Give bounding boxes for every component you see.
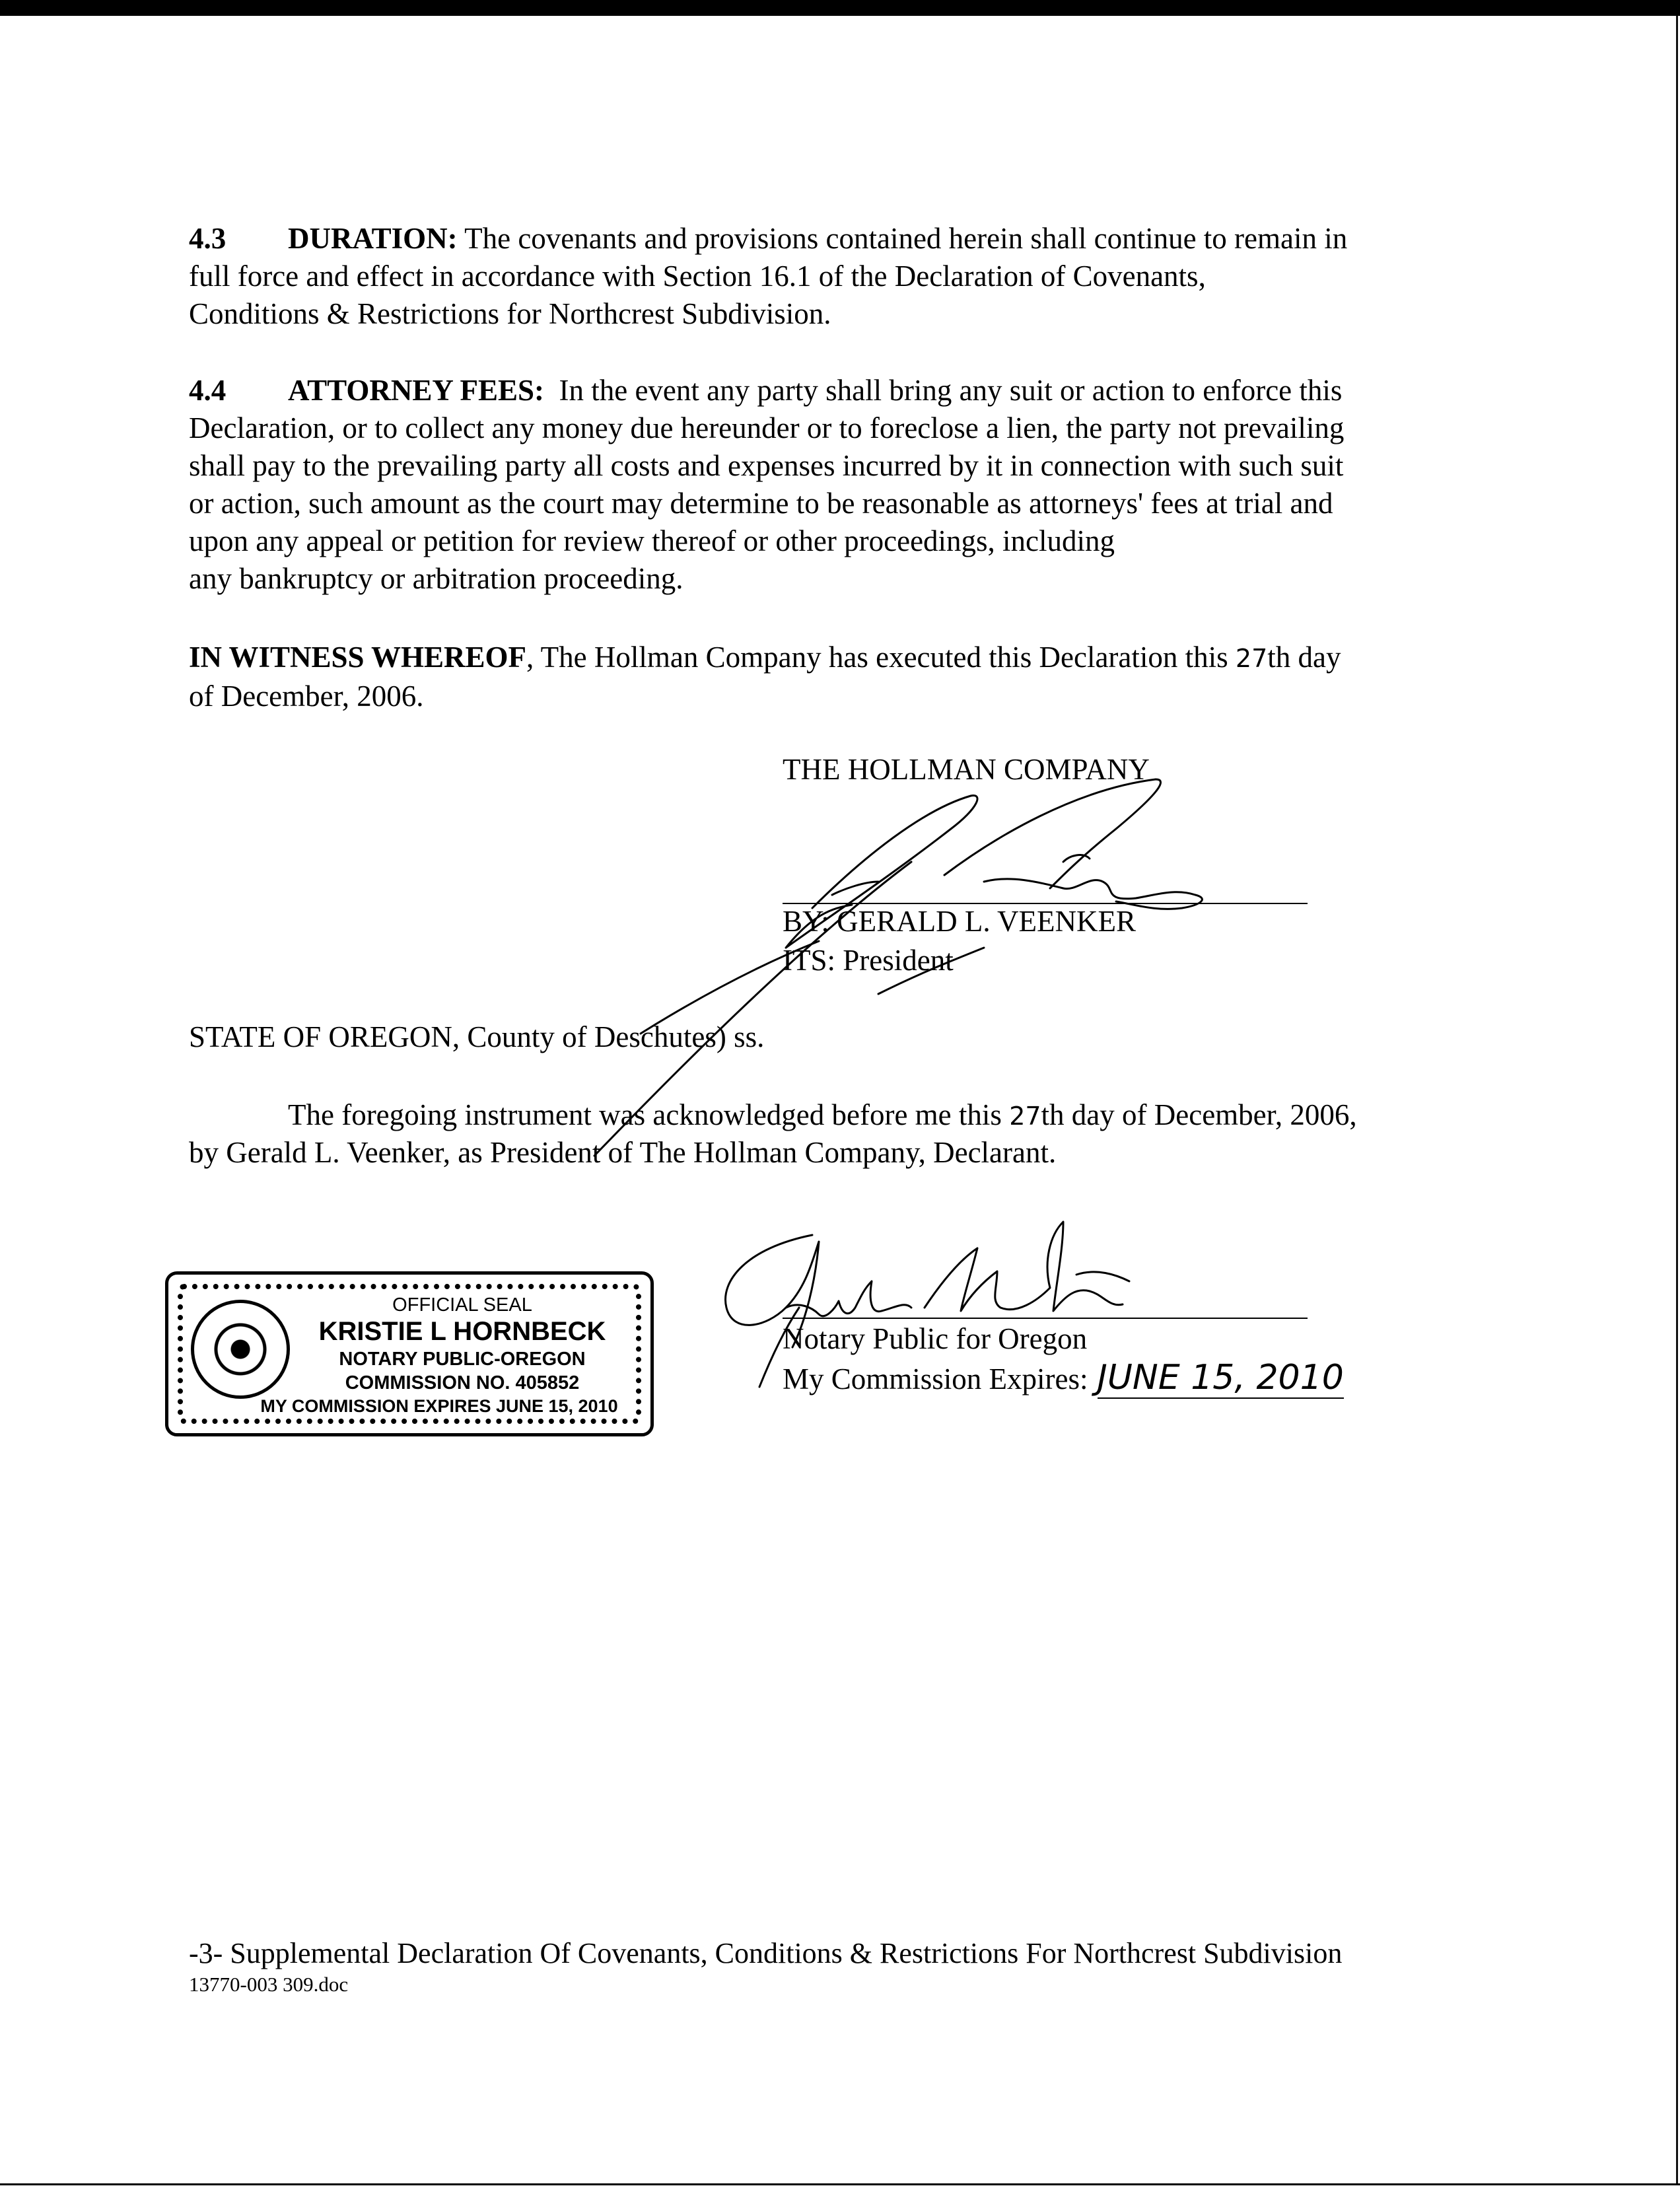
section-4-4-line-1 (189, 372, 1510, 409)
venue-line: STATE OF OREGON, County of Deschutes) ss. (189, 1020, 765, 1053)
seal-notary-name: KRISTIE L HORNBECK (318, 1317, 606, 1346)
acknowledgment-day-handwritten: 27 (1009, 1102, 1041, 1131)
section-4-4-line-6: any bankruptcy or arbitration proceeding. (189, 562, 683, 595)
section-number: 4.3 (189, 222, 227, 255)
commission-date-handwritten: JUNE 15, 2010 (1097, 1358, 1344, 1397)
witness-line-2: of December, 2006. (189, 680, 424, 713)
section-4-3 (189, 220, 1510, 333)
witness-day-suffix: th day (1267, 641, 1341, 674)
official-seal (165, 1271, 654, 1436)
acknowledgment-line-2: by Gerald L. Veenker, as President of The Hollman Company, Declarant. (189, 1136, 1057, 1169)
section-text: In the event any party shall bring any suit or action to enforce this (559, 374, 1343, 407)
section-4-4-line-2: Declaration, or to collect any money due hereunder or to foreclose a lien, the party not prevailing (189, 411, 1345, 444)
acknowledgment-suffix: th day of December, 2006, (1041, 1098, 1357, 1131)
section-4-3-line-3: Conditions & Restrictions for Northcrest Subdivision. (189, 297, 831, 330)
witness-lead: IN WITNESS WHEREOF (189, 641, 526, 674)
seal-commission-expiry: MY COMMISSION EXPIRES JUNE 15, 2010 (260, 1396, 618, 1416)
section-4-3-line-2: full force and effect in accordance with Section 16.1 of the Declaration of Covenants, (189, 260, 1206, 293)
oregon-state-seal-icon (191, 1300, 290, 1399)
company-name: THE HOLLMAN COMPANY (783, 753, 1150, 786)
section-4-4-line-4: or action, such amount as the court may determine to be reasonable as attorneys' fees at trial and (189, 487, 1333, 520)
section-4-3-line-1 (189, 220, 1510, 258)
section-heading: ATTORNEY FEES: (288, 374, 544, 407)
page-footer: -3- Supplemental Declaration Of Covenants, Conditions & Restrictions For Northcrest Subdivision (189, 1937, 1343, 1969)
commission-label: My Commission Expires: (783, 1362, 1088, 1395)
acknowledgment-line-1 (288, 1096, 1357, 1135)
scan-top-border (0, 0, 1680, 16)
section-text: The covenants and provisions contained herein shall continue to remain in (464, 222, 1348, 255)
witness-day-handwritten: 27 (1235, 644, 1268, 673)
seal-heading: OFFICIAL SEAL (392, 1294, 532, 1316)
section-heading: DURATION: (288, 222, 458, 255)
seal-notary-title: NOTARY PUBLIC-OREGON (339, 1349, 586, 1370)
scan-bottom-border (0, 2183, 1680, 2185)
section-number: 4.4 (189, 374, 227, 407)
witness-line-1 (189, 639, 1510, 678)
section-4-4 (189, 372, 1510, 598)
document-id: 13770-003 309.doc (189, 1973, 349, 1996)
section-4-4-line-3: shall pay to the prevailing party all costs and expenses incurred by it in connection with such suit (189, 449, 1344, 482)
scan-right-border (1676, 16, 1678, 2185)
signer-title: ITS: President (783, 944, 954, 977)
witness-text: , The Hollman Company has executed this Declaration this (526, 641, 1236, 674)
section-4-4-line-5: upon any appeal or petition for review thereof or other proceedings, including (189, 524, 1115, 557)
signer-name: BY: GERALD L. VEENKER (783, 905, 1137, 938)
hornbeck-signature (707, 1209, 1182, 1394)
seal-commission-number: COMMISSION NO. 405852 (345, 1372, 580, 1394)
acknowledgment-text: The foregoing instrument was acknowledged before me this (288, 1098, 1010, 1131)
witness-paragraph (189, 639, 1510, 715)
notary-title: Notary Public for Oregon (783, 1322, 1088, 1355)
